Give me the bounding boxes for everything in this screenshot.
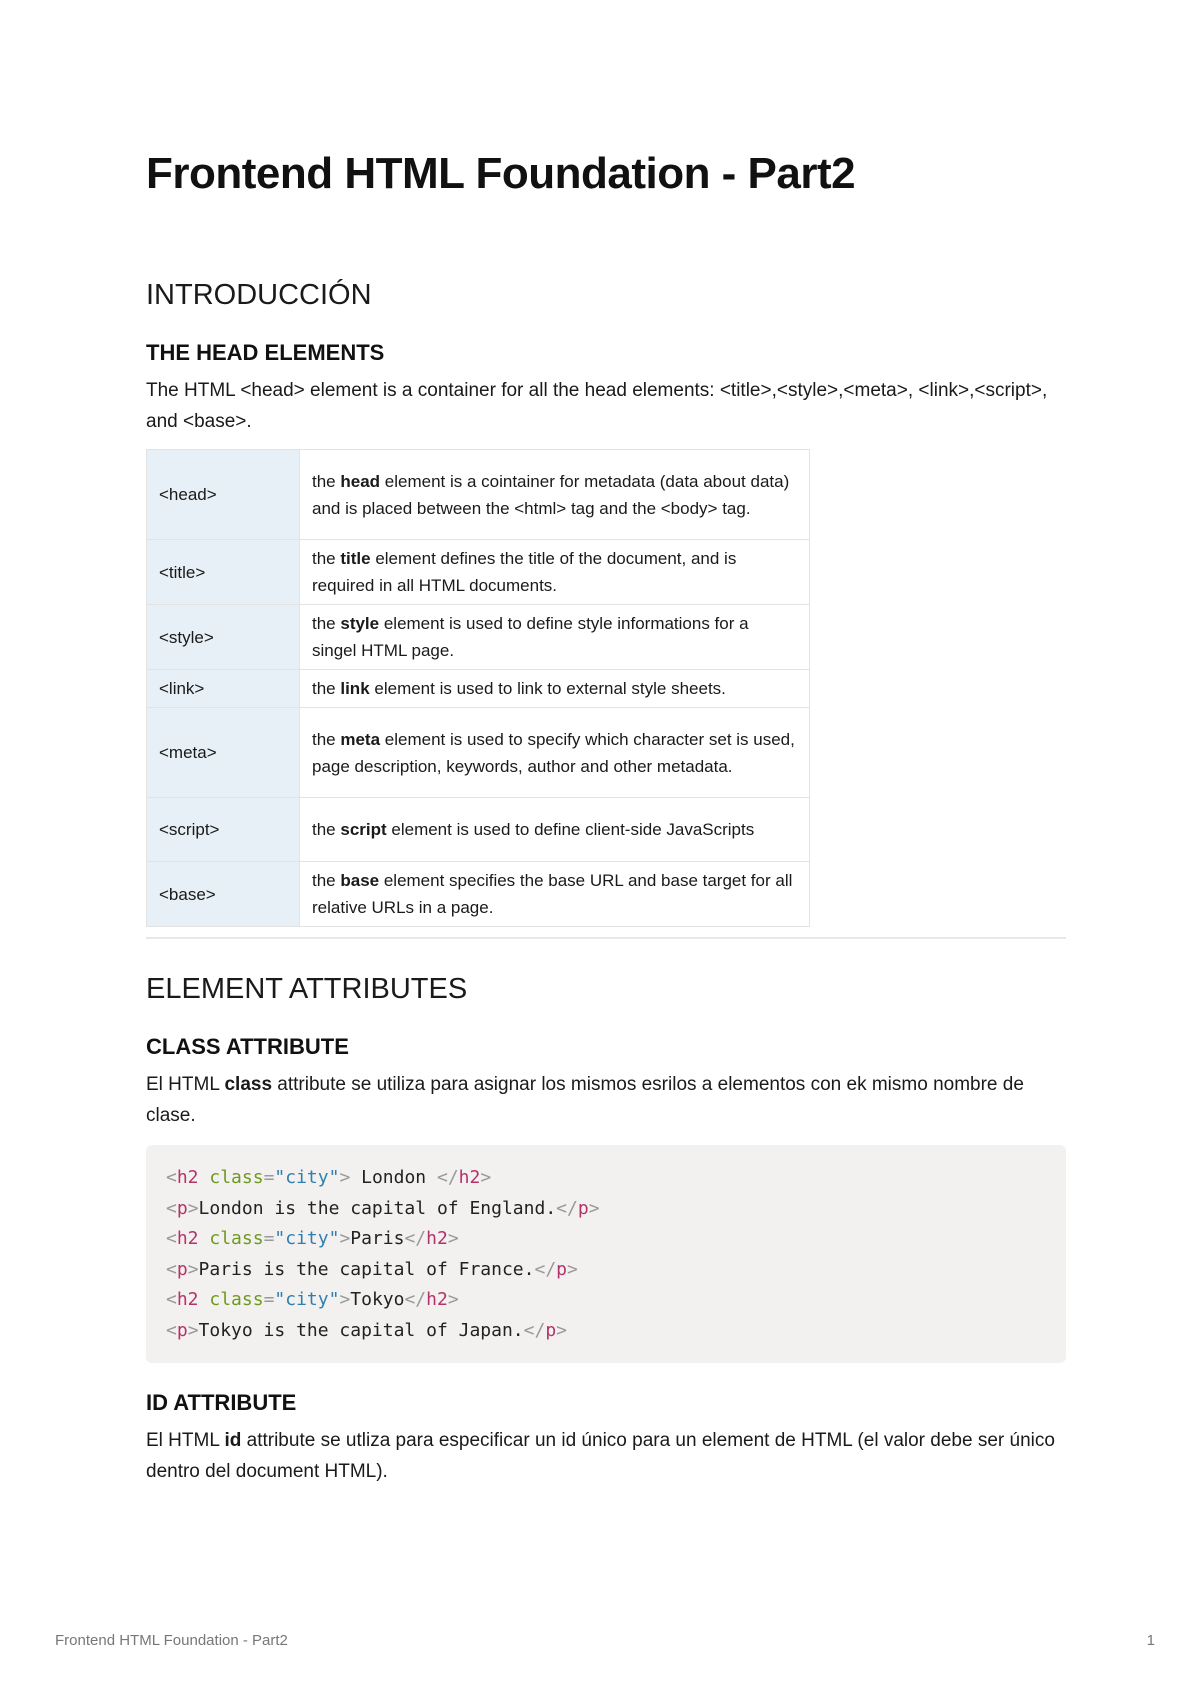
table-cell-description: the head element is a cointainer for metadata (data about data) and is placed between the <html> tag and the <body> tag.: [300, 450, 810, 540]
table-cell-tag: <base>: [147, 862, 300, 927]
footer-title: Frontend HTML Foundation - Part2: [55, 1632, 288, 1649]
table-cell-tag: <title>: [147, 540, 300, 605]
head-elements-table: [146, 449, 810, 927]
subheading-id-attribute: ID ATTRIBUTE: [146, 1390, 297, 1415]
table-cell-description: the link element is used to link to external style sheets.: [300, 670, 810, 708]
page-title: Frontend HTML Foundation - Part2: [146, 149, 856, 198]
table-cell-description: the base element specifies the base URL and base target for all relative URLs in a page.: [300, 862, 810, 927]
class-paragraph: El HTML class attribute se utiliza para asignar los mismos esrilos a elementos con ek mismo nombre de clase.: [146, 1074, 1024, 1126]
table-cell-description: the meta element is used to specify which character set is used, page description, keywords, author and other metadata.: [300, 708, 810, 798]
table-row: [147, 670, 810, 708]
table-row: [147, 862, 810, 927]
table-cell-tag: <style>: [147, 605, 300, 670]
table-cell-description: the script element is used to define client-side JavaScripts: [300, 798, 810, 862]
table-cell-tag: <meta>: [147, 708, 300, 798]
subheading-class-attribute: CLASS ATTRIBUTE: [146, 1034, 349, 1059]
intro-paragraph: The HTML <head> element is a container for all the head elements: <title>,<style>,<meta>, <link>,<script>, and <base>.: [146, 380, 1048, 432]
table-cell-tag: <script>: [147, 798, 300, 862]
page-number: 1: [1146, 1632, 1155, 1649]
table-row: [147, 605, 810, 670]
table-cell-tag: <link>: [147, 670, 300, 708]
section-heading-intro: INTRODUCCIÓN: [146, 279, 372, 311]
table-row: [147, 708, 810, 798]
table-row: [147, 798, 810, 862]
table-row: [147, 450, 810, 540]
table-row: [147, 540, 810, 605]
code-block: <h2 class="city"> London </h2> <p>London is the capital of England.</p> <h2 class="city">Paris</h2> <p>Paris is the capital of France.</p> <h2 class="city">Tokyo</h2> <p>Tokyo is the capital of Japan.</p>: [146, 1145, 1066, 1363]
id-paragraph: El HTML id attribute se utliza para especificar un id único para un element de HTML (el valor debe ser único dentro del document HTML).: [146, 1430, 1055, 1482]
section-divider: [146, 937, 1066, 939]
table-cell-tag: <head>: [147, 450, 300, 540]
table-cell-description: the style element is used to define style informations for a singel HTML page.: [300, 605, 810, 670]
page-footer: [55, 1632, 1155, 1649]
document-page: [146, 140, 1066, 1487]
subheading-head-elements: THE HEAD ELEMENTS: [146, 340, 385, 365]
section-heading-attributes: ELEMENT ATTRIBUTES: [146, 973, 468, 1005]
table-cell-description: the title element defines the title of the document, and is required in all HTML documents.: [300, 540, 810, 605]
